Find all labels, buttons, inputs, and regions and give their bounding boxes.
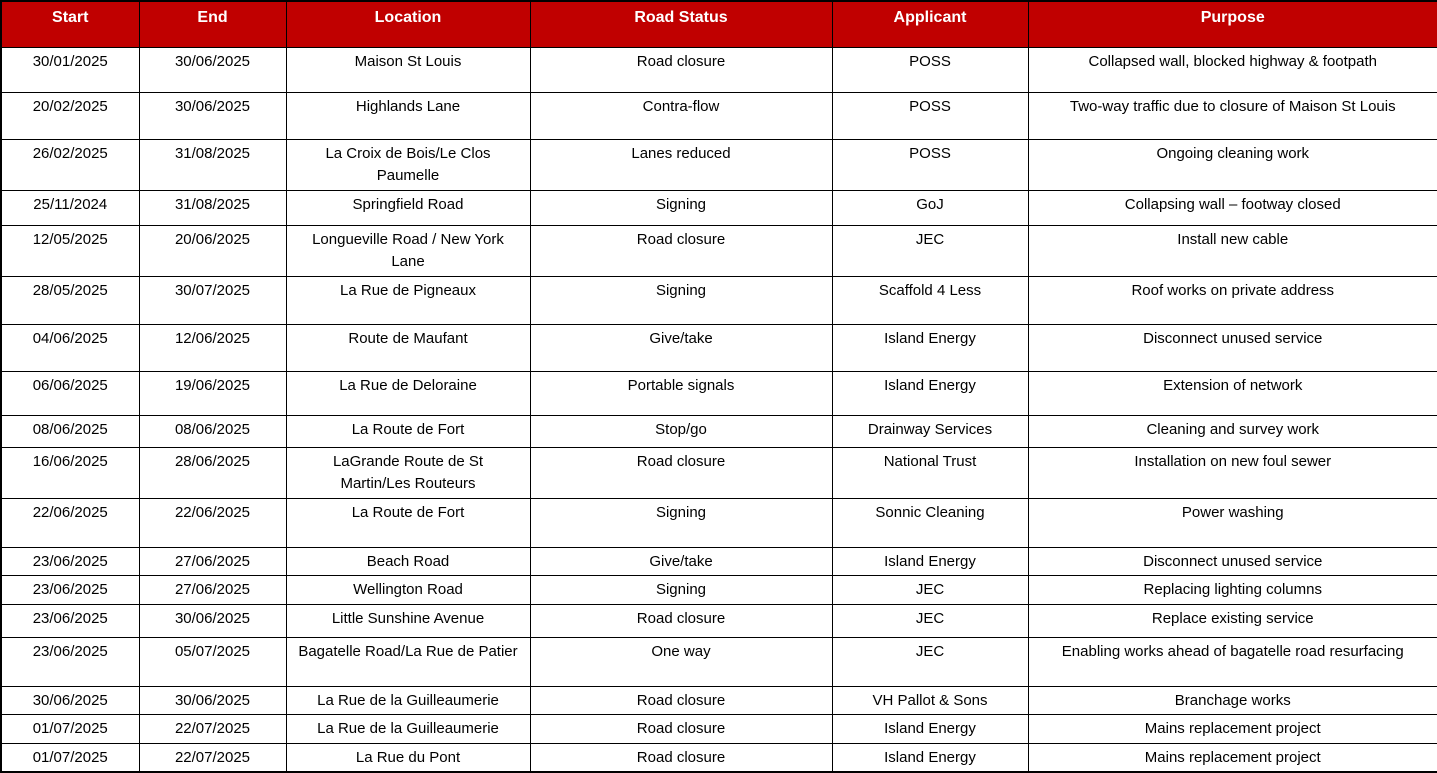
cell-road-status: Road closure xyxy=(530,686,832,715)
cell-start: 26/02/2025 xyxy=(1,139,139,190)
cell-applicant: Island Energy xyxy=(832,743,1028,772)
cell-location: Highlands Lane xyxy=(286,92,530,139)
cell-road-status: Signing xyxy=(530,190,832,225)
cell-end: 22/07/2025 xyxy=(139,715,286,744)
cell-road-status: Signing xyxy=(530,276,832,324)
cell-location: La Rue du Pont xyxy=(286,743,530,772)
cell-purpose: Mains replacement project xyxy=(1028,743,1437,772)
cell-purpose: Roof works on private address xyxy=(1028,276,1437,324)
cell-end: 27/06/2025 xyxy=(139,547,286,576)
cell-end: 19/06/2025 xyxy=(139,371,286,415)
cell-end: 22/06/2025 xyxy=(139,498,286,547)
table-row xyxy=(1,686,1437,715)
cell-applicant: Drainway Services xyxy=(832,415,1028,447)
cell-location: Beach Road xyxy=(286,547,530,576)
table-row xyxy=(1,547,1437,576)
cell-applicant: JEC xyxy=(832,225,1028,276)
cell-location: Maison St Louis xyxy=(286,47,530,92)
cell-road-status: Signing xyxy=(530,498,832,547)
cell-applicant: POSS xyxy=(832,92,1028,139)
cell-applicant: JEC xyxy=(832,576,1028,605)
cell-end: 05/07/2025 xyxy=(139,637,286,686)
cell-location: La Rue de la Guilleaumerie xyxy=(286,715,530,744)
cell-location: La Croix de Bois/Le Clos Paumelle xyxy=(286,139,530,190)
cell-purpose: Install new cable xyxy=(1028,225,1437,276)
cell-end: 28/06/2025 xyxy=(139,447,286,498)
cell-road-status: Give/take xyxy=(530,324,832,371)
table-row xyxy=(1,604,1437,637)
table-row xyxy=(1,276,1437,324)
cell-road-status: Road closure xyxy=(530,743,832,772)
table-row xyxy=(1,447,1437,498)
table-body xyxy=(1,47,1437,772)
cell-road-status: Road closure xyxy=(530,604,832,637)
cell-location: La Route de Fort xyxy=(286,415,530,447)
cell-location: Route de Maufant xyxy=(286,324,530,371)
table-row xyxy=(1,743,1437,772)
cell-end: 30/07/2025 xyxy=(139,276,286,324)
table-row xyxy=(1,190,1437,225)
table-row xyxy=(1,415,1437,447)
cell-applicant: Island Energy xyxy=(832,371,1028,415)
cell-applicant: POSS xyxy=(832,47,1028,92)
cell-start: 01/07/2025 xyxy=(1,715,139,744)
cell-purpose: Cleaning and survey work xyxy=(1028,415,1437,447)
cell-start: 01/07/2025 xyxy=(1,743,139,772)
cell-purpose: Replacing lighting columns xyxy=(1028,576,1437,605)
cell-start: 23/06/2025 xyxy=(1,576,139,605)
cell-applicant: JEC xyxy=(832,637,1028,686)
cell-start: 20/02/2025 xyxy=(1,92,139,139)
cell-start: 25/11/2024 xyxy=(1,190,139,225)
table-row xyxy=(1,498,1437,547)
cell-end: 22/07/2025 xyxy=(139,743,286,772)
cell-road-status: Give/take xyxy=(530,547,832,576)
table-row xyxy=(1,637,1437,686)
table-row xyxy=(1,576,1437,605)
cell-road-status: Contra-flow xyxy=(530,92,832,139)
cell-end: 20/06/2025 xyxy=(139,225,286,276)
column-header-applicant: Applicant xyxy=(832,1,1028,47)
table-header xyxy=(1,1,1437,47)
column-header-purpose: Purpose xyxy=(1028,1,1437,47)
cell-applicant: Scaffold 4 Less xyxy=(832,276,1028,324)
cell-applicant: JEC xyxy=(832,604,1028,637)
cell-end: 31/08/2025 xyxy=(139,190,286,225)
cell-purpose: Collapsing wall – footway closed xyxy=(1028,190,1437,225)
cell-purpose: Two-way traffic due to closure of Maison St Louis xyxy=(1028,92,1437,139)
cell-end: 12/06/2025 xyxy=(139,324,286,371)
cell-purpose: Extension of network xyxy=(1028,371,1437,415)
cell-purpose: Branchage works xyxy=(1028,686,1437,715)
cell-end: 30/06/2025 xyxy=(139,92,286,139)
cell-road-status: Road closure xyxy=(530,225,832,276)
cell-start: 28/05/2025 xyxy=(1,276,139,324)
cell-road-status: Stop/go xyxy=(530,415,832,447)
cell-start: 12/05/2025 xyxy=(1,225,139,276)
cell-location: Wellington Road xyxy=(286,576,530,605)
cell-road-status: Lanes reduced xyxy=(530,139,832,190)
cell-location: La Rue de la Guilleaumerie xyxy=(286,686,530,715)
cell-applicant: GoJ xyxy=(832,190,1028,225)
cell-road-status: Road closure xyxy=(530,715,832,744)
cell-start: 16/06/2025 xyxy=(1,447,139,498)
cell-start: 30/06/2025 xyxy=(1,686,139,715)
cell-road-status: Road closure xyxy=(530,47,832,92)
cell-location: Longueville Road / New York Lane xyxy=(286,225,530,276)
cell-purpose: Enabling works ahead of bagatelle road resurfacing xyxy=(1028,637,1437,686)
table-row xyxy=(1,324,1437,371)
cell-start: 30/01/2025 xyxy=(1,47,139,92)
cell-applicant: Island Energy xyxy=(832,715,1028,744)
cell-start: 23/06/2025 xyxy=(1,637,139,686)
cell-start: 04/06/2025 xyxy=(1,324,139,371)
table-row xyxy=(1,92,1437,139)
cell-road-status: Road closure xyxy=(530,447,832,498)
cell-end: 30/06/2025 xyxy=(139,686,286,715)
cell-end: 30/06/2025 xyxy=(139,47,286,92)
cell-applicant: National Trust xyxy=(832,447,1028,498)
cell-location: Bagatelle Road/La Rue de Patier xyxy=(286,637,530,686)
cell-purpose: Replace existing service xyxy=(1028,604,1437,637)
cell-applicant: POSS xyxy=(832,139,1028,190)
cell-purpose: Mains replacement project xyxy=(1028,715,1437,744)
cell-start: 23/06/2025 xyxy=(1,604,139,637)
cell-end: 27/06/2025 xyxy=(139,576,286,605)
cell-start: 22/06/2025 xyxy=(1,498,139,547)
cell-purpose: Ongoing cleaning work xyxy=(1028,139,1437,190)
cell-road-status: One way xyxy=(530,637,832,686)
cell-purpose: Disconnect unused service xyxy=(1028,547,1437,576)
table-row xyxy=(1,225,1437,276)
cell-applicant: Sonnic Cleaning xyxy=(832,498,1028,547)
column-header-end: End xyxy=(139,1,286,47)
cell-location: Little Sunshine Avenue xyxy=(286,604,530,637)
cell-purpose: Installation on new foul sewer xyxy=(1028,447,1437,498)
cell-location: La Rue de Pigneaux xyxy=(286,276,530,324)
table-row xyxy=(1,371,1437,415)
cell-start: 06/06/2025 xyxy=(1,371,139,415)
cell-applicant: VH Pallot & Sons xyxy=(832,686,1028,715)
cell-purpose: Disconnect unused service xyxy=(1028,324,1437,371)
cell-end: 31/08/2025 xyxy=(139,139,286,190)
cell-purpose: Power washing xyxy=(1028,498,1437,547)
cell-location: LaGrande Route de St Martin/Les Routeurs xyxy=(286,447,530,498)
cell-purpose: Collapsed wall, blocked highway & footpath xyxy=(1028,47,1437,92)
cell-end: 30/06/2025 xyxy=(139,604,286,637)
table-row xyxy=(1,47,1437,92)
table-row xyxy=(1,715,1437,744)
cell-location: La Route de Fort xyxy=(286,498,530,547)
cell-applicant: Island Energy xyxy=(832,547,1028,576)
cell-start: 23/06/2025 xyxy=(1,547,139,576)
header-row xyxy=(1,1,1437,47)
cell-applicant: Island Energy xyxy=(832,324,1028,371)
cell-start: 08/06/2025 xyxy=(1,415,139,447)
cell-location: Springfield Road xyxy=(286,190,530,225)
cell-road-status: Signing xyxy=(530,576,832,605)
column-header-road-status: Road Status xyxy=(530,1,832,47)
cell-end: 08/06/2025 xyxy=(139,415,286,447)
table-row xyxy=(1,139,1437,190)
cell-location: La Rue de Deloraine xyxy=(286,371,530,415)
cell-road-status: Portable signals xyxy=(530,371,832,415)
column-header-location: Location xyxy=(286,1,530,47)
column-header-start: Start xyxy=(1,1,139,47)
